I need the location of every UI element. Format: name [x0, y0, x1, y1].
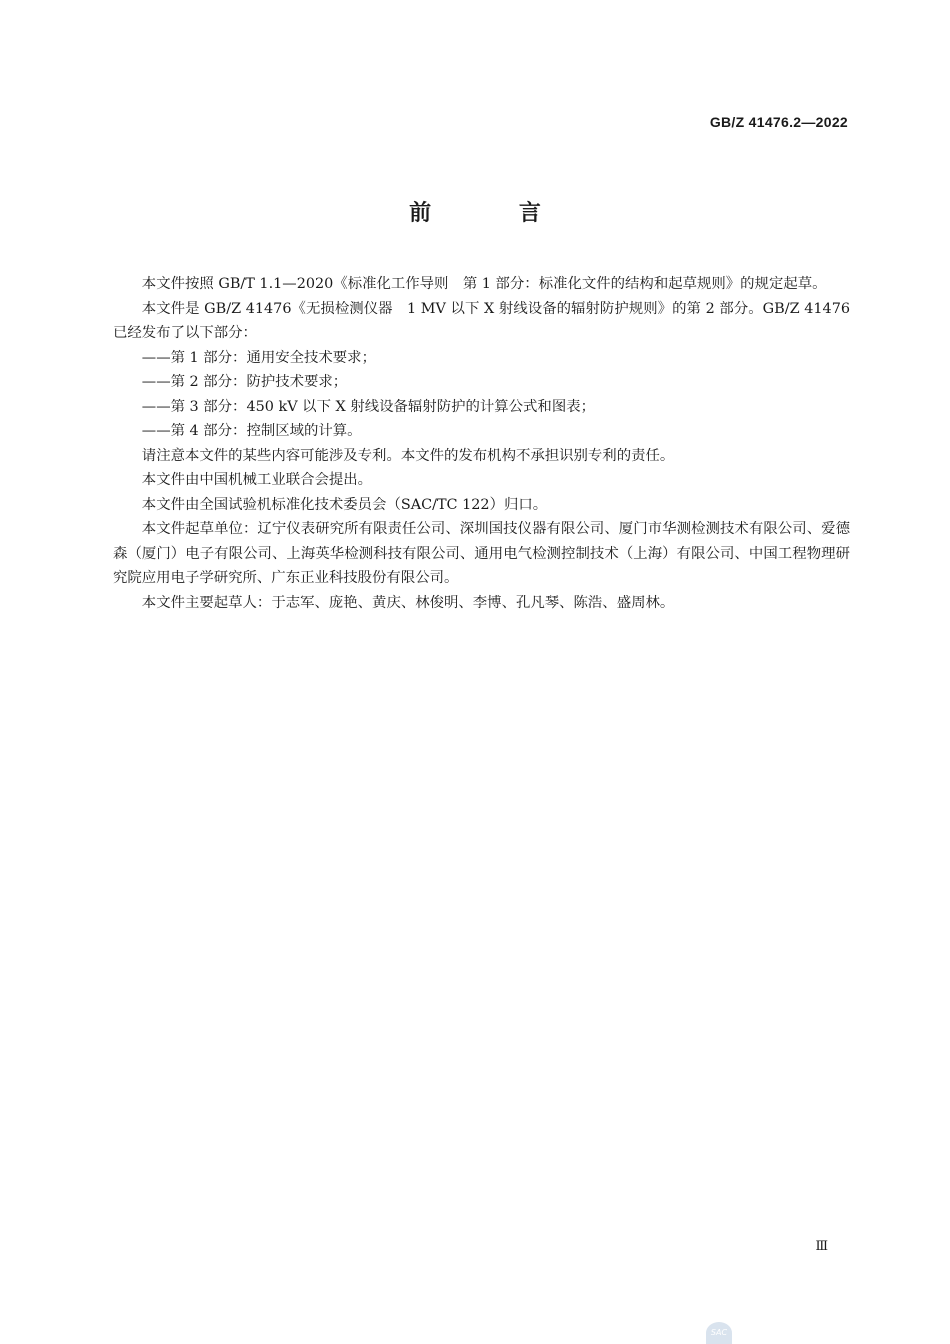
list-item-part-4: ——第 4 部分：控制区域的计算。: [141, 423, 362, 439]
sac-watermark-logo: SAC: [706, 1322, 732, 1344]
paragraph-centralized-by: 本文件由全国试验机标准化技术委员会（SAC/TC 122）归口。: [141, 496, 548, 513]
page-number: Ⅲ: [815, 1238, 828, 1253]
list-item-part-2: ——第 2 部分：防护技术要求；: [141, 374, 348, 390]
paragraph-drafters: 本文件主要起草人：于志军、庞艳、黄庆、林俊明、李博、孔凡琴、陈浩、盛周林。: [141, 594, 675, 611]
paragraph-patent-notice: 请注意本文件的某些内容可能涉及专利。本文件的发布机构不承担识别专利的责任。: [141, 447, 675, 464]
paragraph-document-part: 本文件是 GB/Z 41476《无损检测仪器 1 MV 以下 X 射线设备的辐射防护规则》的第 2 部分。GB/Z 41476 已经发布了以下部分：: [113, 300, 850, 341]
list-item-part-3: ——第 3 部分：450 kV 以下 X 射线设备辐射防护的计算公式和图表；: [141, 398, 595, 415]
paragraph-proposed-by: 本文件由中国机械工业联合会提出。: [141, 472, 373, 488]
paragraph-drafting-units: 本文件起草单位：辽宁仪表研究所有限责任公司、深圳国技仪器有限公司、厦门市华测检测技术有限公司、爱德森（厦门）电子有限公司、上海英华检测科技有限公司、通用电气检测控制技术（上海）有限公司、中国工程物理研究院应用电子学研究所、广东正业科技股份有限公司。: [113, 521, 850, 586]
foreword-body: [113, 272, 850, 615]
document-code: GB/Z 41476.2—2022: [709, 114, 848, 130]
list-item-part-1: ——第 1 部分：通用安全技术要求；: [141, 349, 376, 366]
paragraph-drafting-basis: 本文件按照 GB/T 1.1—2020《标准化工作导则 第 1 部分：标准化文件的结构和起草规则》的规定起草。: [141, 276, 827, 292]
page-title: 前 言: [409, 201, 581, 226]
